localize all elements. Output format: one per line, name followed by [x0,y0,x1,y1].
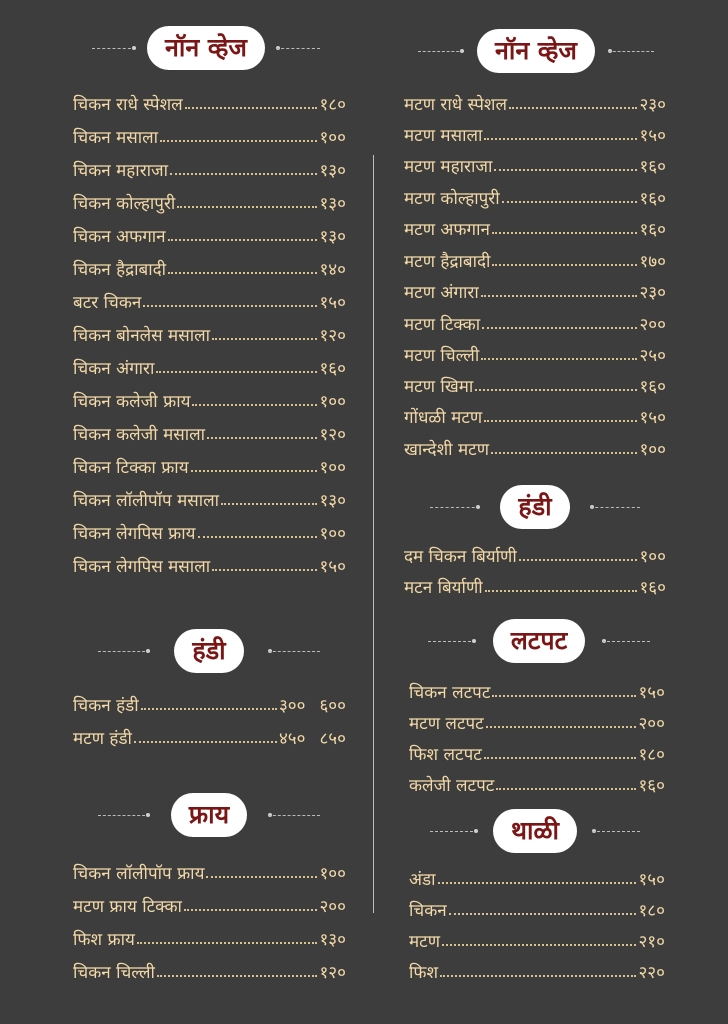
dot-leader [484,757,637,759]
item-price: १२० [319,963,346,983]
menu-item [404,85,666,115]
item-name: चिकन लेगपिस मसाला [73,557,211,577]
heading-rule-left [98,815,150,816]
item-price: २३० [639,95,666,115]
dot-leader [160,140,317,142]
menu-item [409,953,665,983]
menu-item [404,179,666,209]
item-price: १६० [319,359,346,379]
dot-leader [157,975,318,977]
menu-item [73,686,346,716]
item-price: १०० [319,524,346,544]
item-name: चिकन कोल्हापुरी [73,194,176,214]
dot-leader [485,590,638,592]
section-title: फ्राय [171,793,247,837]
heading-rule-left [98,651,150,652]
menu-item [409,922,665,952]
dot-leader [481,295,638,297]
item-price: १२० [319,425,346,445]
section-title: हंडी [500,485,569,529]
dot-leader [207,437,317,439]
dot-leader [184,909,318,911]
menu-item [73,118,346,148]
dot-leader [143,305,317,307]
menu-item [404,398,666,428]
dot-leader [449,913,637,915]
item-name: चिकन राधे स्पेशल [73,95,183,115]
item-name: मटण अफगान [404,220,490,240]
dot-leader [502,201,638,203]
menu-item [404,210,666,240]
dot-leader [492,264,637,266]
item-price: १५० [319,557,346,577]
item-name: चिकन कलेजी मसाला [73,425,206,445]
item-name: चिकन बोनलेस मसाला [73,326,211,346]
item-name: चिकन लेगपिस फ्राय [73,524,196,544]
item-name: अंडा [409,870,436,890]
section-title: नॉन व्हेज [477,29,595,73]
item-name: मटण हैद्राबादी [404,252,491,272]
item-price: १४० [319,260,346,280]
dot-leader [168,272,317,274]
item-price: १०० [319,128,346,148]
menu-item [73,481,346,511]
item-price: १५० [638,683,665,703]
item-price: १६० [639,157,666,177]
item-price: १३० [319,227,346,247]
item-name: मटण कोल्हापुरी [404,189,500,209]
menu-item [409,860,665,890]
menu-item [73,854,346,884]
item-name: मटण चिल्ली [404,346,480,366]
item-price: १३० [319,161,346,181]
menu-item [404,568,666,598]
section-heading-non-veg [92,25,320,71]
menu-item [73,415,346,445]
section-title: हंडी [174,629,243,673]
dot-leader [492,695,636,697]
dot-leader [484,138,637,140]
item-name: फिश फ्राय [73,930,135,950]
heading-dot [460,49,464,53]
dot-leader [191,470,318,472]
heading-dot [476,505,480,509]
heading-rule-left [430,507,480,508]
menu-item [409,766,665,796]
dot-leader [491,452,637,454]
item-name: गोंधळी मटण [404,408,483,428]
item-price: २५० [639,346,666,366]
item-price: १२० [319,326,346,346]
item-price: १६० [639,220,666,240]
item-name: चिकन अफगान [73,227,166,247]
item-name: मटण टिक्का [404,315,481,335]
item-name: मटण मसाला [404,126,483,146]
item-price: १५० [639,126,666,146]
dot-leader [494,169,637,171]
menu-item [409,735,665,765]
dot-leader [484,420,637,422]
menu-item [73,887,346,917]
dot-leader [486,726,637,728]
item-name: मटण अंगारा [404,283,479,303]
item-price: १५० [319,293,346,313]
item-price-full: ६०० [319,696,346,716]
menu-item [404,430,666,460]
section-heading-latpat [428,618,650,664]
heading-rule-right [590,507,640,508]
item-name: चिकन टिक्का फ्राय [73,458,189,478]
item-price: १०० [319,864,346,884]
dot-leader [481,358,637,360]
item-price: १०० [319,458,346,478]
item-price: २०० [638,714,665,734]
menu-item [404,336,666,366]
dot-leader [492,232,638,234]
item-price: १५० [639,408,666,428]
heading-rule-left [430,831,478,832]
heading-dot [146,649,150,653]
item-name: चिकन [409,901,447,921]
item-price: १०० [639,440,666,460]
menu-item [404,537,666,567]
heading-dot [132,46,136,50]
dot-leader [177,206,317,208]
item-price: १८० [319,95,346,115]
dot-leader [482,327,637,329]
item-price: १३० [319,194,346,214]
menu-item [404,242,666,272]
menu-item [404,367,666,397]
dot-leader [185,107,318,109]
item-name: फिश लटपट [409,745,482,765]
menu-item [404,147,666,177]
section-title: लटपट [493,619,585,663]
item-price: १६० [638,776,665,796]
section-heading-fry [98,792,320,838]
item-price: १३० [319,930,346,950]
item-name: चिकन कलेजी फ्राय [73,392,191,412]
section-heading-handi [430,484,640,530]
item-price: १६० [639,377,666,397]
heading-rule-right [602,641,650,642]
item-name: चिकन लॉलीपॉप मसाला [73,491,220,511]
dot-leader [168,239,318,241]
heading-rule-right [592,831,640,832]
heading-dot [472,639,476,643]
menu-item [73,719,346,749]
dot-leader [156,371,317,373]
dot-leader [496,788,636,790]
menu-item [409,891,665,921]
item-name: खान्देशी मटण [404,440,489,460]
dot-leader [192,404,317,406]
item-name: मटण लटपट [409,714,484,734]
item-price: १०० [319,392,346,412]
dot-leader [170,173,317,175]
item-price: १८० [638,745,665,765]
menu-item [73,283,346,313]
item-price: १५० [638,870,665,890]
item-price: १०० [639,547,666,567]
item-price: २३० [639,283,666,303]
heading-dot [146,813,150,817]
item-price: १३० [319,491,346,511]
dot-leader [509,107,637,109]
item-name: दम चिकन बिर्याणी [404,547,517,567]
section-heading-handi [98,628,320,674]
heading-rule-left [428,641,476,642]
item-price: १७० [639,252,666,272]
item-name: चिकन चिल्ली [73,963,155,983]
dot-leader [221,503,317,505]
column-divider [373,155,374,913]
item-name: मटन बिर्याणी [404,578,483,598]
item-price: २२० [638,963,665,983]
dot-leader [442,944,636,946]
item-price: १६० [639,578,666,598]
heading-rule-left [418,51,464,52]
section-title: नॉन व्हेज [147,26,265,70]
item-name: चिकन लटपट [409,683,491,703]
dot-leader [440,975,636,977]
item-name: मटण खिमा [404,377,474,397]
item-price-full: ८५० [319,729,346,749]
section-heading-non-veg [418,28,654,74]
menu-item [73,85,346,115]
menu-item [73,920,346,950]
menu-item [73,217,346,247]
item-name: चिकन महाराजा [73,161,169,181]
menu-item [404,273,666,303]
menu-item [73,316,346,346]
item-price: २०० [639,315,666,335]
item-name: मटण [409,932,441,952]
dot-leader [519,559,638,561]
section-heading-thali [430,808,640,854]
dot-leader [438,882,637,884]
dot-leader [212,338,317,340]
menu-item [73,953,346,983]
item-name: फिश [409,963,439,983]
dot-leader [198,536,318,538]
section-title: थाळी [493,809,577,853]
menu-item [73,184,346,214]
item-price: २०० [319,897,346,917]
item-name: मटण हंडी [73,729,132,749]
menu-item [409,704,665,734]
menu-item [404,305,666,335]
menu-item [409,673,665,703]
heading-dot [474,829,478,833]
dot-leader [137,942,318,944]
heading-rule-right [268,651,320,652]
item-name: बटर चिकन [73,293,142,313]
item-name: चिकन अंगारा [73,359,155,379]
item-price-half: ४५० [278,729,306,749]
item-name: मटण फ्राय टिक्का [73,897,182,917]
menu-item [404,116,666,146]
menu-item [73,448,346,478]
heading-rule-left [92,48,136,49]
menu-item [73,547,346,577]
dot-leader [141,708,277,710]
heading-rule-right [276,48,320,49]
item-name: मटण राधे स्पेशल [404,95,507,115]
dot-leader [212,569,317,571]
menu-item [73,382,346,412]
item-name: चिकन हंडी [73,696,139,716]
item-price: २१० [638,932,665,952]
item-name: चिकन लॉलीपॉप फ्राय [73,864,205,884]
menu-item [73,514,346,544]
item-price: १८० [638,901,665,921]
item-price: १६० [639,189,666,209]
item-name: चिकन मसाला [73,128,159,148]
menu-item [73,349,346,379]
heading-rule-right [608,51,654,52]
dot-leader [134,741,277,743]
item-name: चिकन हैद्राबादी [73,260,167,280]
item-name: कलेजी लटपट [409,776,495,796]
heading-rule-right [268,815,320,816]
menu-item [73,250,346,280]
item-price-half: ३०० [278,696,306,716]
dot-leader [475,389,637,391]
dot-leader [206,876,317,878]
menu-item [73,151,346,181]
item-name: मटण महाराजा [404,157,493,177]
